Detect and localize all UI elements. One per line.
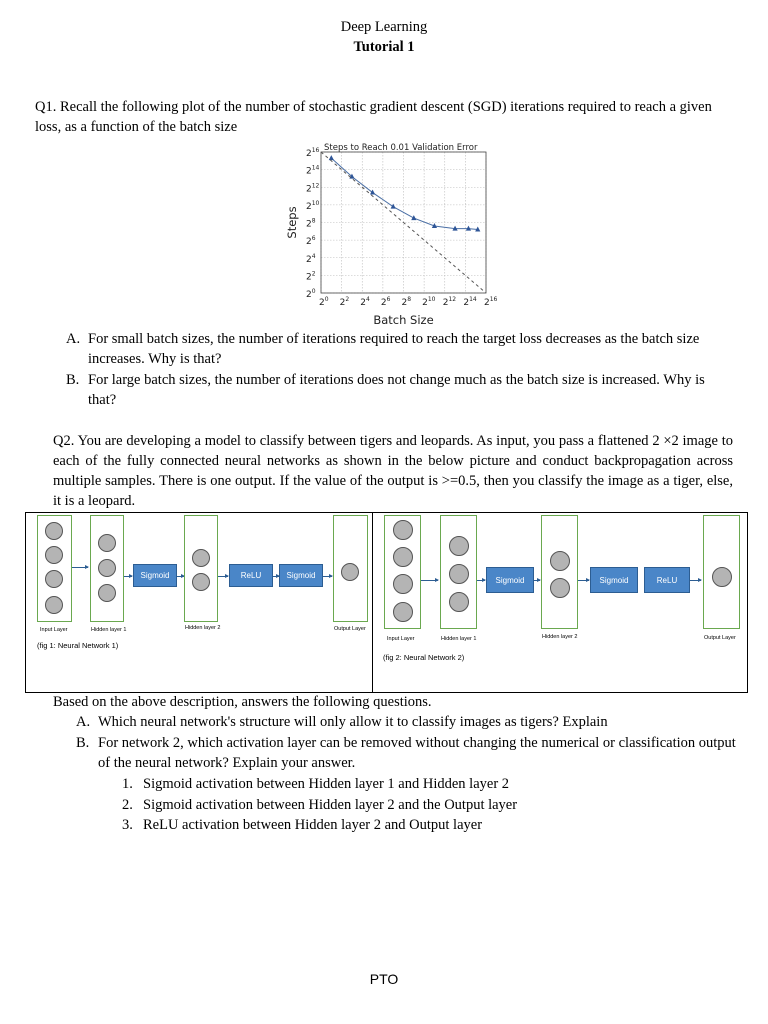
chart-data-point [329,155,334,160]
q2-sub-2 [122,795,733,815]
chart-y-tick-label: $2^0$ [306,288,316,300]
fig2-input-node [393,574,413,594]
q2-sub-1-marker: 1. [122,776,133,792]
chart-title: Steps to Reach 0.01 Validation Error [324,143,478,153]
fig2-hidden1-node [449,564,469,584]
fig2-hidden1-node [449,536,469,556]
chart-y-tick-label: $2^4$ [306,252,316,265]
fig2-hidden2-node [550,551,570,571]
fig1-hidden1-node [98,584,116,602]
chart-x-tick-label: $2^0$ [319,296,329,308]
q2-part-a-marker: A. [76,714,91,730]
fig1-arrow [124,576,132,577]
fig1-activation-relu: ReLU [229,564,273,587]
fig2-hidden1-node [449,592,469,612]
fig1-activation-sigmoid: Sigmoid [133,564,177,587]
page-title: Tutorial 1 [353,39,415,55]
q2-text: Q2. You are developing a model to classify between tigers and leopards. As input, you pass a flattened 2 ×2 image to each of the fully connected neural networks as shown in the below picture and conduct backpropagation across multiple samples. There is one output. If the value of the output is >=0.5, then you classify the image as a tiger, else, it is a leopard. [53,433,733,509]
fig2-output-node [712,567,732,587]
fig1-arrow [177,576,184,577]
fig2-arrow [477,580,485,581]
sgd-steps-chart [278,140,498,326]
q2-part-b-marker: B. [76,735,90,751]
q1-part-b-text: For large batch sizes, the number of iterations does not change much as the batch size is increased. Why is that? [88,372,705,408]
fig1-hidden1-label: Hidden layer 1 [91,627,127,633]
q1-part-a-text: For small batch sizes, the number of iterations required to reach the target loss decreases as the batch size increases. Why is that? [88,331,700,367]
fig1-input-layer [37,515,72,622]
fig2-arrow [421,580,438,581]
fig1-input-node [45,570,63,588]
fig1-hidden2-node [192,573,210,591]
chart-x-tick-label: $2^{16}$ [484,296,498,308]
fig1-output-layer [333,515,368,622]
fig2-hidden1-label: Hidden layer 1 [441,636,477,642]
fig2-input-node [393,602,413,622]
q2-intro: Based on the above description, answers the following questions. [53,694,432,710]
q2-sub-1 [122,774,733,794]
fig1-output-label: Output Layer [334,626,366,632]
fig1-activation-sigmoid-2: Sigmoid [279,564,323,587]
fig2-hidden2-label: Hidden layer 2 [542,634,578,640]
fig2-input-layer [384,515,421,629]
fig2-hidden-layer-1 [440,515,477,629]
chart-series-line-measured [331,158,477,229]
fig1-input-label: Input Layer [40,627,68,633]
chart-x-tick-label: $2^2$ [339,296,350,308]
fig1-hidden-layer-2 [184,515,218,622]
chart-y-tick-label: $2^{16}$ [306,147,320,159]
figure-divider [372,512,373,693]
q1-text: Q1. Recall the following plot of the number of stochastic gradient descent (SGD) iterations required to reach a given loss, as a function of the batch size [35,99,712,135]
fig1-arrow [218,576,228,577]
fig2-hidden-layer-2 [541,515,578,629]
q2-sub-3-text: ReLU activation between Hidden layer 2 and Output layer [143,817,483,833]
chart-data-point [391,204,396,209]
fig2-hidden2-node [550,578,570,598]
q2-part-a-text: Which neural network's structure will only allow it to classify images as tigers? Explain [98,714,608,730]
fig1-hidden2-label: Hidden layer 2 [185,625,221,631]
fig1-hidden2-node [192,549,210,567]
chart-x-tick-label: $2^{14}$ [463,296,477,308]
q2-sub-1-text: Sigmoid activation between Hidden layer 1 and Hidden layer 2 [143,776,510,792]
fig2-input-label: Input Layer [387,636,415,642]
fig1-hidden1-node [98,534,116,552]
footer-pto: PTO [369,971,399,987]
chart-x-tick-label: $2^4$ [360,296,370,308]
fig1-arrow [72,567,88,568]
chart-y-axis-label: Steps [285,206,299,239]
fig1-input-node [45,522,63,540]
chart-x-axis-label: Batch Size [373,313,434,326]
fig1-output-node [341,563,359,581]
chart-x-tick-label: $2^6$ [380,296,391,308]
chart-data-point [370,190,375,195]
q2-part-b [76,733,738,773]
fig1-caption: (fig 1: Neural Network 1) [37,641,119,650]
fig2-arrow [578,580,589,581]
fig1-hidden-layer-1 [90,515,124,622]
fig1-hidden1-node [98,559,116,577]
fig2-output-layer [703,515,740,629]
fig2-activation-relu: ReLU [644,567,690,593]
q2-sub-2-text: Sigmoid activation between Hidden layer 2 and the Output layer [143,797,518,813]
fig1-input-node [45,546,63,564]
chart-y-tick-label: $2^{12}$ [306,182,320,195]
q2-sub-3 [122,815,733,835]
fig2-output-label: Output Layer [704,635,736,641]
fig2-input-node [393,520,413,540]
chart-y-tick-label: $2^{10}$ [306,199,320,212]
fig1-input-node [45,596,63,614]
chart-y-tick-label: $2^8$ [306,217,316,230]
q1-part-a [66,329,733,369]
q1-part-b [66,370,733,410]
chart-y-tick-label: $2^6$ [306,235,316,248]
fig2-arrow [690,580,701,581]
chart-x-tick-label: $2^8$ [401,296,412,308]
chart-x-tick-label: $2^{12}$ [442,296,457,308]
q2-sub-3-marker: 3. [122,817,133,833]
chart-y-tick-label: $2^2$ [306,270,316,283]
q2-sub-2-marker: 2. [122,797,133,813]
fig2-input-node [393,547,413,567]
course-name: Deep Learning [340,19,428,35]
q2-part-a [76,712,738,732]
fig2-caption: (fig 2: Neural Network 2) [383,653,465,662]
chart-x-tick-label: $2^{10}$ [422,296,436,308]
fig1-arrow [323,576,332,577]
chart-y-tick-label: $2^{14}$ [306,164,320,177]
fig2-activation-sigmoid: Sigmoid [486,567,534,593]
fig2-arrow [534,580,540,581]
q2-part-b-text: For network 2, which activation layer can be removed without changing the numerical or classification output of the neural network? Explain your answer. [98,735,736,771]
q1-part-b-marker: B. [66,372,80,388]
q1-part-a-marker: A. [66,331,81,347]
fig2-activation-sigmoid-2: Sigmoid [590,567,638,593]
